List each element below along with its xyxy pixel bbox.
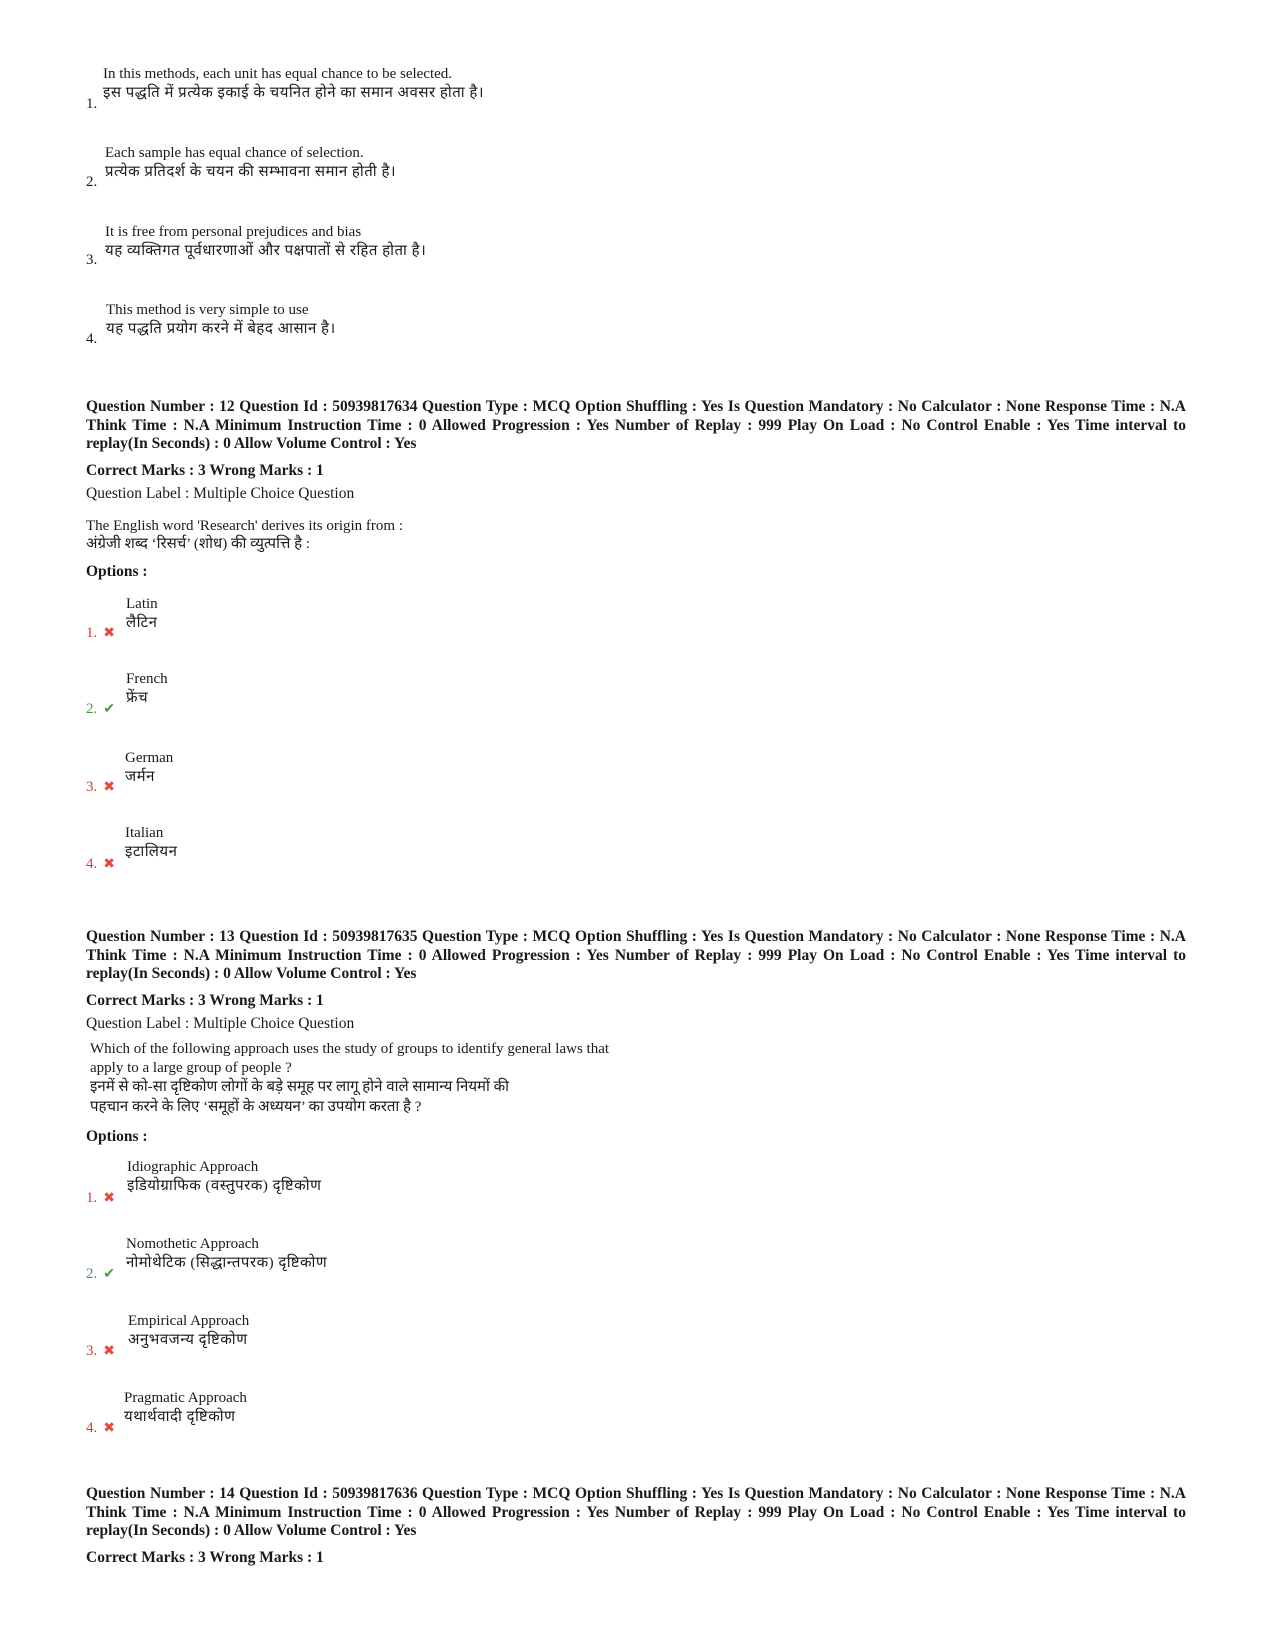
option-3-hindi: अनुभवजन्य दृष्टिकोण (128, 1332, 248, 1348)
option-1-english: In this methods, each unit has equal chance to be selected. (103, 66, 453, 82)
option-2-hindi: प्रत्येक प्रतिदर्श के चयन की सम्भावना समान होती है। (105, 164, 397, 180)
question-marks: Correct Marks : 3 Wrong Marks : 1 (86, 462, 324, 479)
option-4-hindi: यथार्थवादी दृष्टिकोण (124, 1409, 236, 1425)
option-3-english: Empirical Approach (128, 1313, 250, 1329)
option-4-english: Pragmatic Approach (124, 1390, 247, 1406)
option-3-english: German (125, 750, 174, 766)
option-2-hindi: फ्रेंच (126, 690, 149, 706)
option-1-number: 1. (86, 96, 98, 112)
option-1-number: 1. ✖ (86, 1190, 115, 1206)
option-1-english: Latin (126, 596, 158, 612)
wrong-cross-icon: ✖ (103, 1344, 115, 1359)
correct-check-icon: ✔ (103, 702, 115, 717)
wrong-cross-icon: ✖ (103, 780, 115, 795)
question-meta: Question Number : 12 Question Id : 50939817634 Question Type : MCQ Option Shuffling : Yes Is Question Mandatory : No Calculator : None Response Time : N.A Think Time : N.A Minimum Instruction Time : 0 Allowed Progression : Yes Number of Replay : 999 Play On Load : No Control Enable : Yes Time interval to replay(In Seconds) : 0 Allow Volume Control : Yes (86, 398, 1186, 452)
option-1-number: 1. ✖ (86, 625, 115, 641)
option-4-hindi: यह पद्धति प्रयोग करने में बेहद आसान है। (106, 321, 336, 337)
question-marks: Correct Marks : 3 Wrong Marks : 1 (86, 992, 324, 1009)
question-text-english-line-2: apply to a large group of people ? (90, 1060, 292, 1076)
question-text-hindi-line-2: पहचान करने के लिए ‘समूहों के अध्ययन’ का उपयोग करता है ? (90, 1099, 422, 1115)
wrong-cross-icon: ✖ (103, 857, 115, 872)
question-marks: Correct Marks : 3 Wrong Marks : 1 (86, 1549, 324, 1566)
option-1-hindi: लैटिन (126, 615, 158, 631)
question-meta: Question Number : 14 Question Id : 50939817636 Question Type : MCQ Option Shuffling : Yes Is Question Mandatory : No Calculator : None Response Time : N.A Think Time : N.A Minimum Instruction Time : 0 Allowed Progression : Yes Number of Replay : 999 Play On Load : No Control Enable : Yes Time interval to replay(In Seconds) : 0 Allow Volume Control : Yes (86, 1485, 1186, 1539)
option-2-number: 2. ✔ (86, 1266, 115, 1282)
option-3-english: It is free from personal prejudices and bias (105, 224, 362, 240)
options-heading: Options : (86, 563, 148, 580)
question-text-english-line-1: Which of the following approach uses the study of groups to identify general laws that (90, 1041, 610, 1057)
option-2-hindi: नोमोथेटिक (सिद्धान्तपरक) दृष्टिकोण (126, 1255, 328, 1271)
question-text-hindi: अंग्रेजी शब्द ‘रिसर्च’ (शोध) की व्युत्पत्ति है : (86, 536, 310, 552)
option-1-hindi: इडियोग्राफिक (वस्तुपरक) दृष्टिकोण (127, 1178, 322, 1194)
option-2-english: Nomothetic Approach (126, 1236, 259, 1252)
options-heading: Options : (86, 1128, 148, 1145)
option-2-number: 2. (86, 174, 98, 190)
option-4-number: 4. ✖ (86, 856, 115, 872)
question-label: Question Label : Multiple Choice Question (86, 485, 355, 502)
option-3-number: 3. ✖ (86, 1343, 115, 1359)
option-1-hindi: इस पद्धति में प्रत्येक इकाई के चयनित होने का समान अवसर होता है। (103, 85, 485, 101)
question-meta: Question Number : 13 Question Id : 50939817635 Question Type : MCQ Option Shuffling : Yes Is Question Mandatory : No Calculator : None Response Time : N.A Think Time : N.A Minimum Instruction Time : 0 Allowed Progression : Yes Number of Replay : 999 Play On Load : No Control Enable : Yes Time interval to replay(In Seconds) : 0 Allow Volume Control : Yes (86, 928, 1186, 982)
wrong-cross-icon: ✖ (103, 1421, 115, 1436)
option-4-number: 4. (86, 331, 98, 347)
option-4-hindi: इटालियन (125, 844, 178, 860)
option-4-number: 4. ✖ (86, 1420, 115, 1436)
correct-check-icon: ✔ (103, 1267, 115, 1282)
wrong-cross-icon: ✖ (103, 1191, 115, 1206)
option-1-english: Idiographic Approach (127, 1159, 259, 1175)
option-3-number: 3. (86, 252, 98, 268)
question-label: Question Label : Multiple Choice Question (86, 1015, 355, 1032)
question-text-english: The English word 'Research' derives its origin from : (86, 518, 403, 534)
option-4-english: This method is very simple to use (106, 302, 309, 318)
question-text-hindi-line-1: इनमें से को-सा दृष्टिकोण लोगों के बड़े समूह पर लागू होने वाले सामान्य नियमों की (90, 1079, 510, 1095)
option-3-hindi: जर्मन (125, 769, 155, 785)
option-4-english: Italian (125, 825, 164, 841)
option-2-number: 2. ✔ (86, 701, 115, 717)
option-2-english: Each sample has equal chance of selection. (105, 145, 364, 161)
option-3-hindi: यह व्यक्तिगत पूर्वधारणाओं और पक्षपातों से रहित होता है। (105, 243, 427, 259)
wrong-cross-icon: ✖ (103, 626, 115, 641)
option-3-number: 3. ✖ (86, 779, 115, 795)
option-2-english: French (126, 671, 168, 687)
